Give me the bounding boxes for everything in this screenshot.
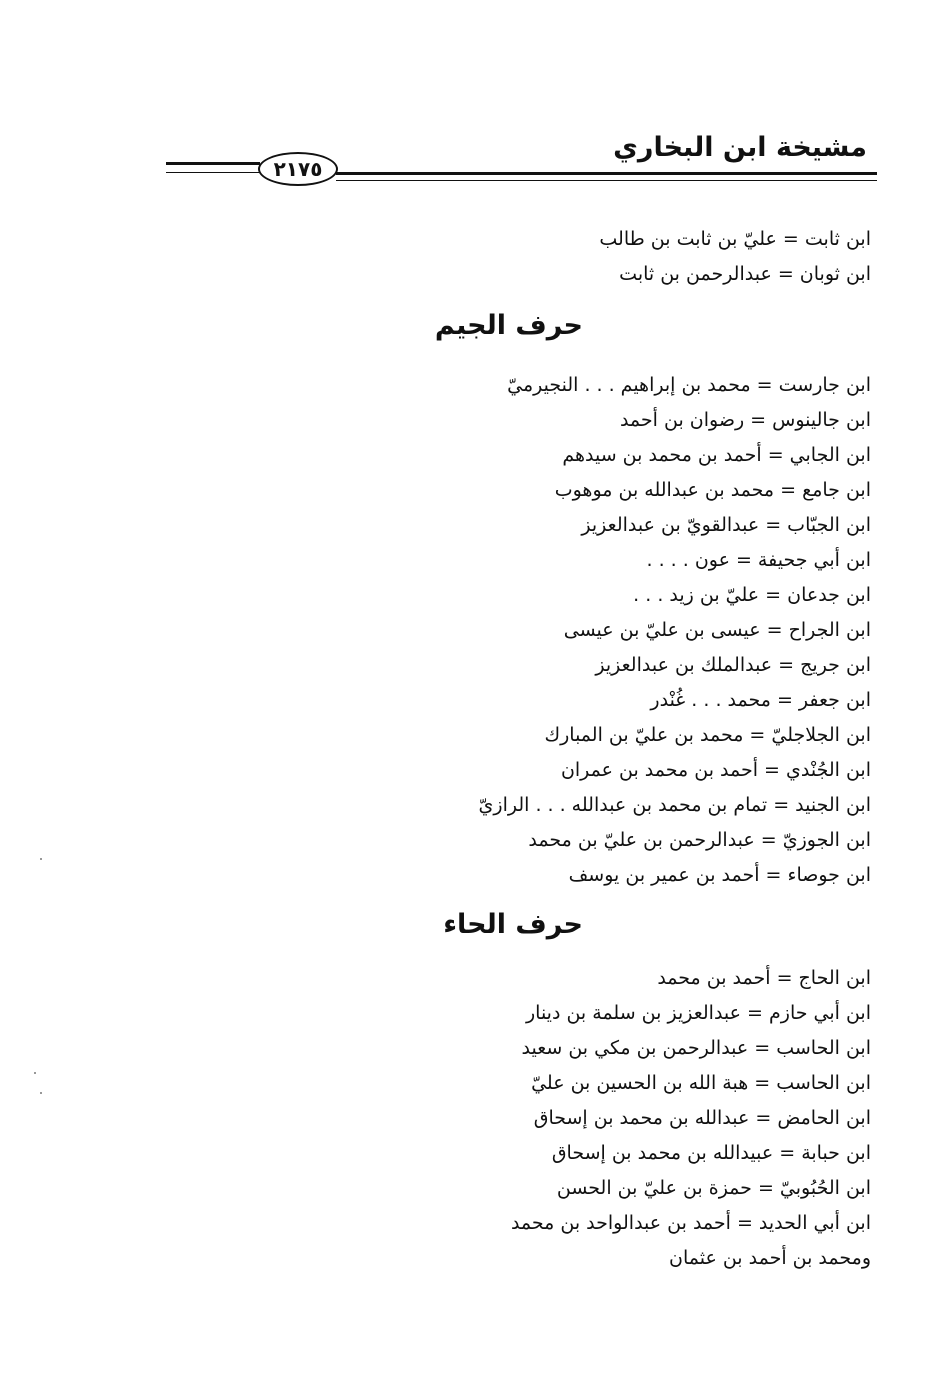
entry-line: ابن الجنيد = تمام بن محمد بن عبدالله . . . الرازيّ <box>478 794 871 816</box>
entry-line: ابن الجوزيّ = عبدالرحمن بن عليّ بن محمد <box>528 829 871 851</box>
entry-line: ابن أبي حازم = عبدالعزيز بن سلمة بن دينار <box>525 1002 871 1024</box>
header-rule-thick <box>336 172 877 175</box>
scan-speck <box>40 1092 42 1094</box>
entry-line: ابن ثوبان = عبدالرحمن بن ثابت <box>619 263 871 285</box>
entry-line: ابن الجابي = أحمد بن محمد بن سيدهم <box>562 444 871 466</box>
header-rule-thin <box>336 180 877 181</box>
entry-line: ابن الحاج = أحمد بن محمد <box>657 967 871 989</box>
entry-line: ابن جعفر = محمد . . . غُنْدر <box>650 689 871 711</box>
entry-line: ابن جالينوس = رضوان بن أحمد <box>619 409 871 431</box>
entry-line: ومحمد بن أحمد بن عثمان <box>668 1247 871 1269</box>
entry-line: ابن الجُنْدي = أحمد بن محمد بن عمران <box>560 759 871 781</box>
entry-line: ابن جريج = عبدالملك بن عبدالعزيز <box>595 654 871 676</box>
section-heading-jeem: حرف الجيم <box>434 310 583 341</box>
entry-line: ابن حبابة = عبيدالله بن محمد بن إسحاق <box>551 1142 871 1164</box>
entry-line: ابن جارست = محمد بن إبراهيم . . . النجيرميّ <box>507 374 871 396</box>
entry-line: ابن الحاسب = عبدالرحمن بن مكي بن سعيد <box>521 1037 871 1059</box>
entry-line: ابن الجلاجليّ = محمد بن عليّ بن المبارك <box>544 724 871 746</box>
header-rule-left-thin <box>166 172 260 173</box>
entry-line: ابن أبي الحديد = أحمد بن عبدالواحد بن محمد <box>510 1212 871 1234</box>
page-body <box>371 222 871 1276</box>
entry-line: ابن جدعان = عليّ بن زيد . . . <box>633 584 871 606</box>
entry-line: ابن الحامض = عبدالله بن محمد بن إسحاق <box>533 1107 871 1129</box>
entry-line: ابن أبي جحيفة = عون . . . . <box>646 549 871 571</box>
header-rule-left-thick <box>166 162 260 165</box>
page-number-badge <box>258 152 338 186</box>
entry-line: ابن الجراح = عيسى بن عليّ بن عيسى <box>563 619 871 641</box>
entry-line: ابن جوصاء = أحمد بن عمير بن يوسف <box>568 864 871 886</box>
entry-line: ابن جامع = محمد بن عبدالله بن موهوب <box>554 479 871 501</box>
entry-line: ابن الجبّاب = عبدالقويّ بن عبدالعزيز <box>581 514 871 536</box>
section-heading-haa: حرف الحاء <box>443 909 583 940</box>
entry-line: ابن الحاسب = هبة الله بن الحسين بن عليّ <box>531 1072 871 1094</box>
page-number: ٢١٧٥ <box>273 157 323 181</box>
entry-line: ابن الحُبُوبيّ = حمزة بن عليّ بن الحسن <box>556 1177 871 1199</box>
scan-speck <box>34 1072 36 1074</box>
running-header-title: مشيخة ابن البخاري <box>613 132 867 163</box>
entry-line: ابن ثابت = عليّ بن ثابت بن طالب <box>599 228 871 250</box>
scan-speck <box>40 858 42 860</box>
